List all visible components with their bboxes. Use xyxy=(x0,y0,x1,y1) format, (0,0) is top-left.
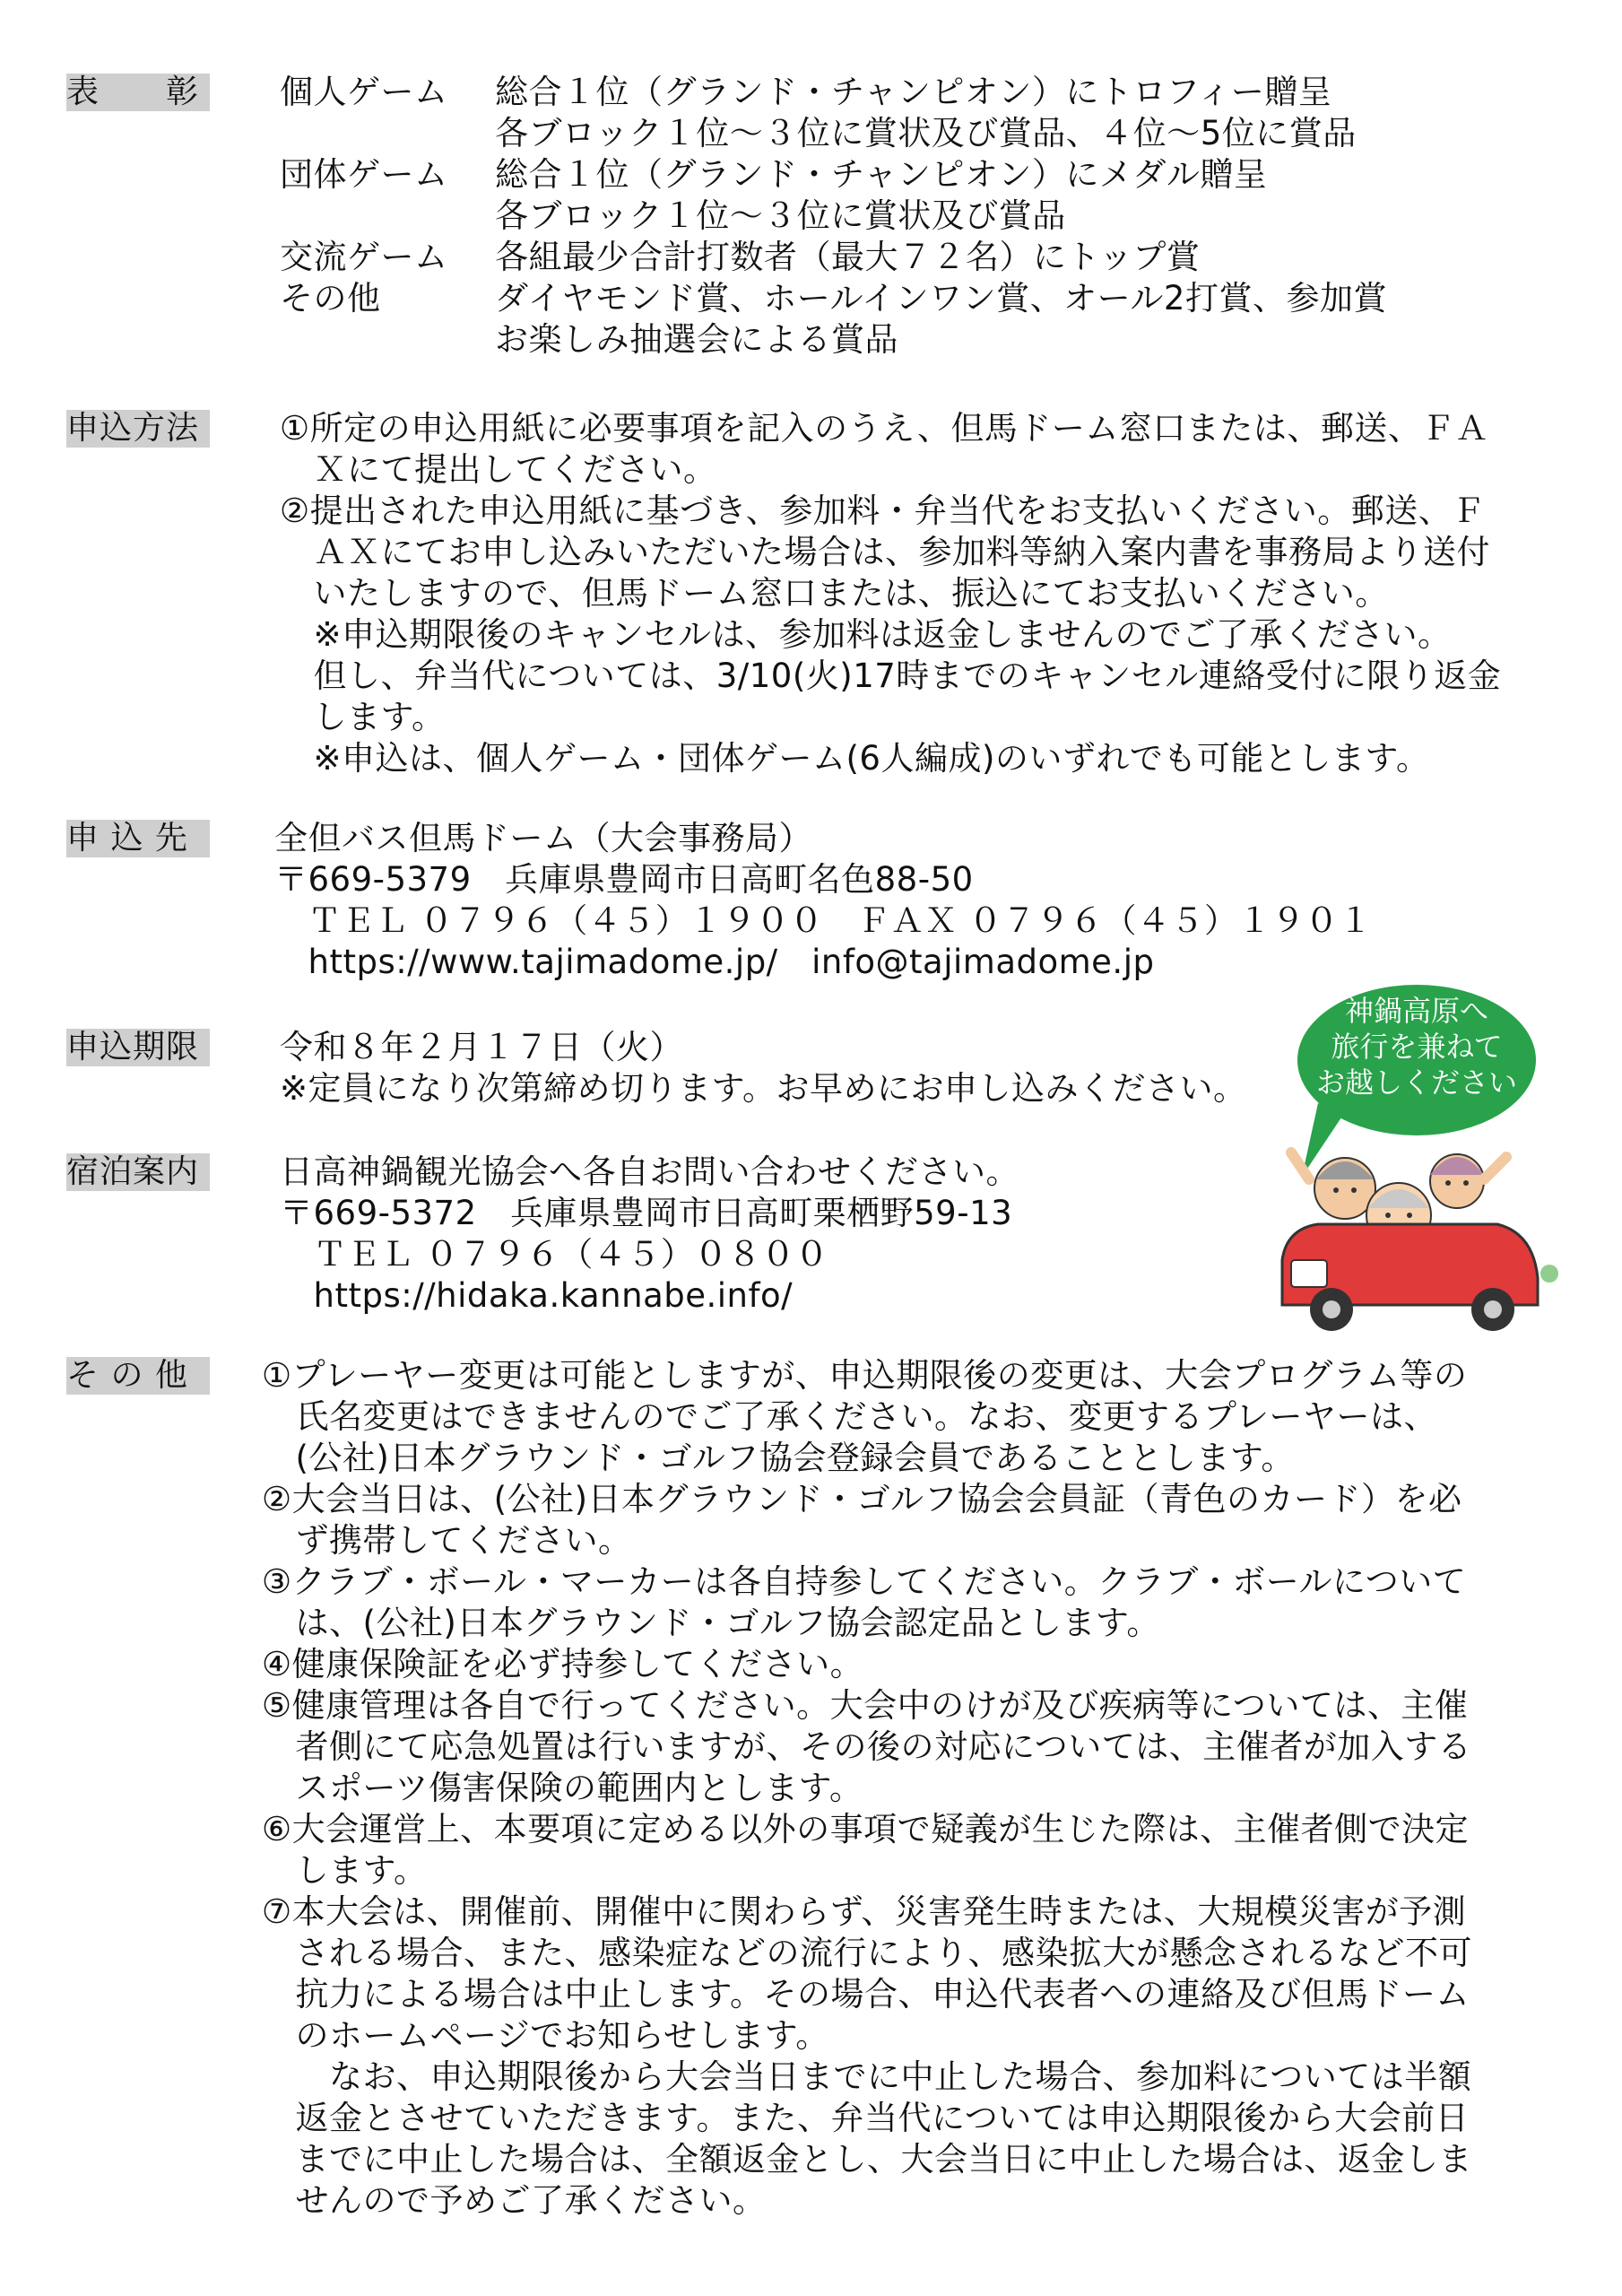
award-text: ダイヤモンド賞、ホールインワン賞、オール2打賞、参加賞 xyxy=(495,279,1387,317)
destination-line: 全但バス但馬ドーム（大会事務局） xyxy=(274,819,812,857)
section-label-award: 表 彰 xyxy=(66,74,210,111)
other-line: ず携帯してください。 xyxy=(262,1521,632,1560)
bubble-line: お越しください xyxy=(1315,1065,1517,1100)
section-label-lodging: 宿泊案内 xyxy=(66,1153,210,1191)
lodging-line: https://hidaka.kannabe.info/ xyxy=(280,1276,794,1315)
award-text: 総合１位（グランド・チャンピオン）にトロフィー贈呈 xyxy=(495,73,1332,111)
section-label-method: 申込方法 xyxy=(66,410,210,448)
method-line: ①所定の申込用紙に必要事項を記入のうえ、但馬ドーム窓口または、郵送、ＦＡ xyxy=(280,409,1489,448)
other-line: される場合、また、感染症などの流行により、感染拡大が懸念されるなど不可 xyxy=(262,1934,1472,1972)
speech-bubble-text xyxy=(1297,993,1536,1100)
destination-line: ＴＥＬ ０７９６（４５）１９００ ＦＡＸ ０７９６（４５）１９０１ xyxy=(274,901,1373,940)
deadline-line: 令和８年２月１７日（火） xyxy=(280,1028,683,1066)
destination-line: 〒669-5379 兵庫県豊岡市日高町名色88-50 xyxy=(274,860,974,899)
section-label-destination: 申 込 先 xyxy=(66,820,210,857)
bubble-line: 旅行を兼ねて xyxy=(1331,1030,1503,1064)
other-line: 抗力による場合は中止します。その場合、申込代表者への連絡及び但馬ドーム xyxy=(262,1975,1470,2013)
method-line: Ｘにて提出してください。 xyxy=(280,450,717,489)
other-line: ⑤健康管理は各自で行ってください。大会中のけが及び疾病等については、主催 xyxy=(262,1686,1469,1725)
other-line: ③クラブ・ボール・マーカーは各自持参してください。クラブ・ボールについて xyxy=(262,1562,1467,1601)
method-line: します。 xyxy=(280,698,446,736)
other-line: します。 xyxy=(262,1851,428,1890)
method-line: ※申込は、個人ゲーム・団体ゲーム(6人編成)のいずれでも可能とします。 xyxy=(280,739,1430,778)
award-category: その他 xyxy=(280,279,381,317)
other-line: スポーツ傷害保険の範囲内とします。 xyxy=(262,1769,863,1807)
section-label-deadline: 申込期限 xyxy=(66,1029,210,1066)
other-line: 氏名変更はできませんのでご了承ください。なお、変更するプレーヤーは、 xyxy=(262,1397,1438,1436)
other-line: 返金とさせていただきます。また、弁当代については申込期限後から大会前日 xyxy=(262,2099,1470,2137)
award-text: お楽しみ抽選会による賞品 xyxy=(495,320,898,359)
award-text: 各ブロック１位～３位に賞状及び賞品 xyxy=(495,196,1066,235)
other-line: (公社)日本グラウンド・ゴルフ協会登録会員であることとします。 xyxy=(262,1439,1295,1477)
bubble-line: 神鍋高原へ xyxy=(1344,994,1488,1028)
other-line: ②大会当日は、(公社)日本グラウンド・ゴルフ協会会員証（青色のカード）を必 xyxy=(262,1480,1462,1518)
method-line: ※申込期限後のキャンセルは、参加料は返金しませんのでご了承ください。 xyxy=(280,615,1452,654)
method-line: いたしますので、但馬ドーム窓口または、振込にてお支払いください。 xyxy=(280,574,1389,613)
other-line: のホームページでお知らせします。 xyxy=(262,2016,829,2055)
section-label-other: そ の 他 xyxy=(66,1357,210,1395)
award-category: 団体ゲーム xyxy=(280,155,448,194)
lodging-line: 〒669-5372 兵庫県豊岡市日高町栗栖野59-13 xyxy=(280,1194,1013,1232)
award-text: 各組最少合計打数者（最大７２名）にトップ賞 xyxy=(495,238,1201,276)
award-category: 交流ゲーム xyxy=(280,238,448,276)
lodging-line: ＴＥＬ ０７９６（４５）０８００ xyxy=(280,1235,829,1274)
other-line: ④健康保険証を必ず持参してください。 xyxy=(262,1645,864,1683)
other-line: 者側にて応急処置は行いますが、その後の対応については、主催者が加入する xyxy=(262,1727,1472,1766)
deadline-line: ※定員になり次第締め切ります。お早めにお申し込みください。 xyxy=(280,1069,1247,1108)
lodging-line: 日高神鍋観光協会へ各自お問い合わせください。 xyxy=(280,1152,1019,1191)
method-line: ＡＸにてお申し込みいただいた場合は、参加料等納入案内書を事務局より送付 xyxy=(280,533,1490,571)
car-with-elderly-travelers-icon xyxy=(1264,1126,1560,1332)
other-line: なお、申込期限後から大会当日までに中止した場合、参加料については半額 xyxy=(262,2057,1472,2096)
other-line: せんので予めご了承ください。 xyxy=(262,2181,767,2220)
method-line: 但し、弁当代については、3/10(火)17時までのキャンセル連絡受付に限り返金 xyxy=(280,657,1502,695)
other-line: ①プレーヤー変更は可能としますが、申込期限後の変更は、大会プログラム等の xyxy=(262,1356,1468,1395)
award-text: 総合１位（グランド・チャンピオン）にメダル贈呈 xyxy=(495,155,1268,194)
other-line: は、(公社)日本グラウンド・ゴルフ協会認定品とします。 xyxy=(262,1604,1160,1642)
method-line: ②提出された申込用紙に基づき、参加料・弁当代をお支払いください。郵送、Ｆ xyxy=(280,491,1486,530)
award-text: 各ブロック１位～３位に賞状及び賞品、４位～5位に賞品 xyxy=(495,114,1357,152)
other-line: までに中止した場合は、全額返金とし、大会当日に中止した場合は、返金しま xyxy=(262,2140,1472,2179)
other-line: ⑦本大会は、開催前、開催中に関わらず、災害発生時または、大規模災害が予測 xyxy=(262,1892,1467,1931)
destination-line: https://www.tajimadome.jp/ info@tajimadome.jp xyxy=(274,943,1155,981)
other-line: ⑥大会運営上、本要項に定める以外の事項で疑義が生じた際は、主催者側で決定 xyxy=(262,1810,1470,1848)
award-category: 個人ゲーム xyxy=(280,73,448,111)
